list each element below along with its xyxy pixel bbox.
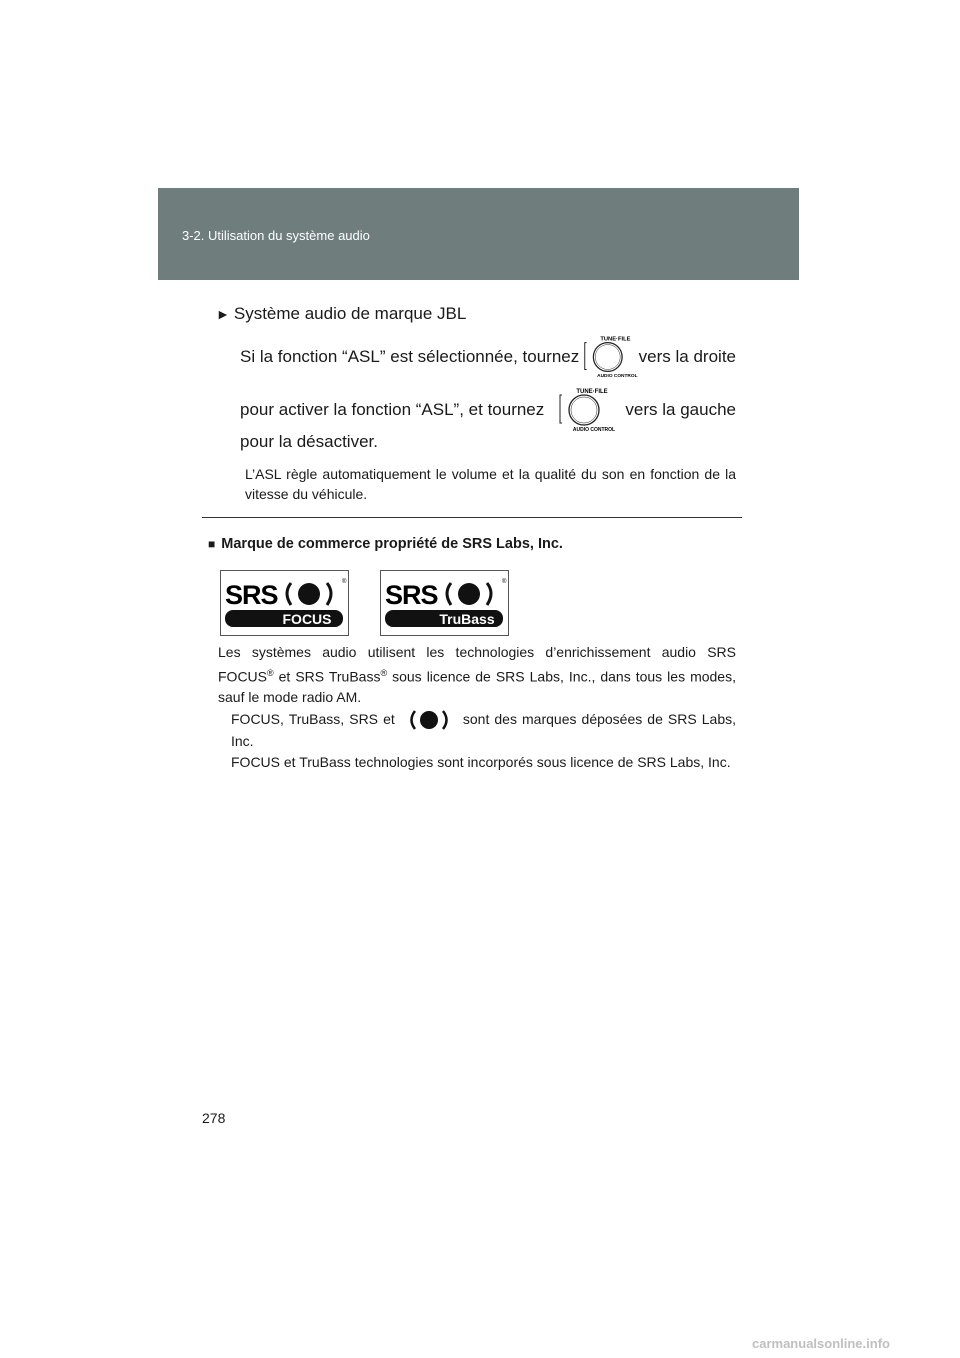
registered-mark: ® [267,667,274,678]
logo-brand: SRS [225,580,278,610]
srs-trademarks-note: FOCUS, TruBass, SRS et sont des marques déposées de SRS Labs, Inc. FOCUS et TruBass technologies sont incorporés sous licence de SRS Labs, Inc. [231,711,737,770]
logo-registered: ® [502,579,507,585]
srs-trubass-logo [380,570,509,636]
section-header [158,188,799,280]
tune-knob-icon [579,332,638,382]
knob-label-top: TUNE·FILE [600,336,631,343]
jbl-line-3: pour la désactiver. [240,432,378,451]
logo-brand: SRS [385,580,438,610]
srs-description: Les systèmes audio utilisent les technologies d’enrichissement audio SRS FOCUS® et SRS TruBass® sous licence de SRS Labs, Inc., dans tous les modes, sauf le mode radio AM. [218,644,736,705]
section-title: 3-2. Utilisation du système audio [182,228,370,243]
srs-symbol-icon [406,709,452,731]
trademark-heading [208,536,563,552]
jbl-line-1-end: vers la droite [638,347,736,366]
srs-focus-logo [220,570,349,636]
watermark: carmanualsonline.info [752,1336,890,1351]
page-number: 278 [202,1110,226,1126]
logo-word: TruBass [439,611,495,627]
registered-mark: ® [380,667,388,678]
section-divider [202,517,742,518]
trademark-heading-text: Marque de commerce propriété de SRS Labs, Inc. [221,536,563,552]
asl-note: L’ASL règle automatiquement le volume et la qualité du son en fonction de la vitesse du véhicule. [245,466,736,502]
jbl-line-2 [240,385,736,435]
jbl-heading-text: Système audio de marque JBL [233,304,467,323]
jbl-line-1 [240,332,736,382]
jbl-heading [216,304,466,324]
tune-knob-icon [554,385,616,435]
jbl-line-1-text: Si la fonction “ASL” est sélectionnée, tournez [240,347,580,366]
jbl-line-2-text: pour activer la fonction “ASL”, et tournez [240,400,545,419]
logo-word: FOCUS [282,611,332,627]
knob-label-bottom: AUDIO CONTROL [597,374,638,380]
knob-label-bottom: AUDIO CONTROL [572,427,615,433]
square-bullet-icon: ■ [208,537,216,551]
knob-label-top: TUNE·FILE [576,389,608,395]
logo-registered: ® [342,579,347,585]
jbl-line-2-end: vers la gauche [625,400,736,419]
triangle-bullet-icon: ► [216,306,230,322]
